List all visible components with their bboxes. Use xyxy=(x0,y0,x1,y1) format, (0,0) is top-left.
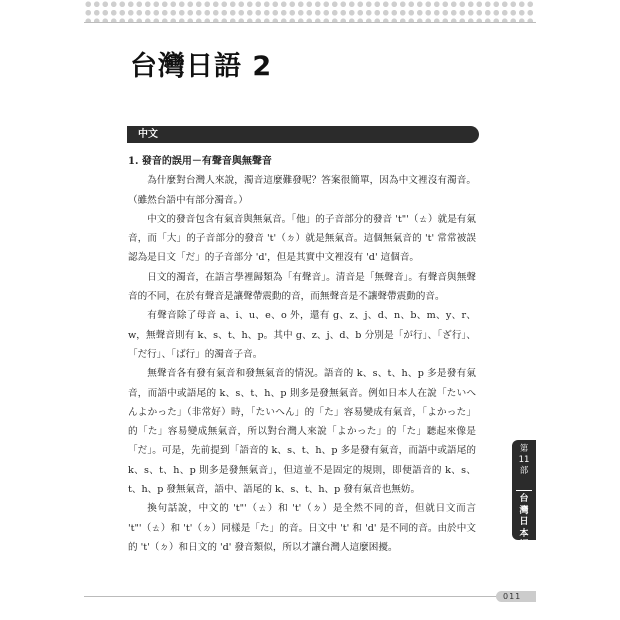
tab-divider xyxy=(516,490,532,491)
paragraph: 無聲音各有發有氣音和發無氣音的情況。語音的 k、s、t、h、p 多是發有氣音，而語中或語尾的 k、s、t、h、p 則多是發無氣音。例如日本人在說「たいへんよかった」（非常好）時，「たいへん」的「た」容易變成有氣音，「よかった」的「た」容易變成無氣音，所以對台灣人來說「よかった」的「た」聽起來像是「だ」。可是，先前提到「語音的 k、s、t、h、p 多是發有氣音，而語中或語尾的 k、s、t、h、p 則多是發無氣音」，但這並不是固定的規則，即便語音的 k、s、t、h、p 發無氣音，語中、語尾的 k、s、t、h、p 發有氣音也無妨。 xyxy=(128,368,476,496)
paragraph: 換句話說，中文的 't"'（ㄊ）和 't'（ㄉ）是全然不同的音，但就日文而言 't"'（ㄊ）和 't'（ㄉ）同樣是「た」的音。日文中 't' 和 'd' 是不同的音。由於中文的 't'（ㄉ）和日文的 'd' 發音類似，所以才讓台灣人這麼困擾。 xyxy=(128,503,476,553)
page-title: 台灣日語 2 xyxy=(130,51,273,82)
article-body xyxy=(128,152,476,557)
top-rule xyxy=(84,22,536,23)
page-number: 011 xyxy=(503,592,522,601)
section-label: 中文 xyxy=(138,129,158,140)
paragraph: 日文的濁音，在語言學裡歸類為「有聲音」。清音是「無聲音」。有聲音與無聲音的不同，在於有聲音是讓聲帶震動的音，而無聲音是不讓聲帶震動的音。 xyxy=(128,271,476,303)
page-number-tab xyxy=(496,591,536,602)
paragraph: 中文的發音包含有氣音與無氣音。「他」的子音部分的發音 't"'（ㄊ）就是有氣音，而「大」的子音部分的發音 't'（ㄉ）就是無氣音。這個無氣音的 't' 常常被誤認為是日文「だ」的子音部分 'd'，但是其實中文裡沒有 'd' 這個音。 xyxy=(128,213,476,264)
article-heading: 1. 發音的誤用－有聲音與無聲音 xyxy=(128,156,272,167)
dot-pattern-header xyxy=(84,0,536,22)
paragraph: 有聲音除了母音 a、i、u、e、o 外，還有 g、z、j、d、n、b、m、y、r、w，無聲音則有 k、s、t、h、p。其中 g、z、j、d、b 分別是「が行」、「ざ行」、「だ行」、「ば行」的濁音子音。 xyxy=(128,310,476,360)
paragraph: 為什麼對台灣人來說，濁音這麼難發呢？答案很簡單，因為中文裡沒有濁音。（雖然台語中有部分濁音。） xyxy=(128,175,476,206)
part-name: 台 灣 日 本 語 xyxy=(519,494,529,550)
section-bar xyxy=(127,126,479,143)
chapter-side-tab xyxy=(512,440,536,550)
bottom-rule xyxy=(84,596,496,597)
part-number: 第 11 部 xyxy=(518,444,530,476)
